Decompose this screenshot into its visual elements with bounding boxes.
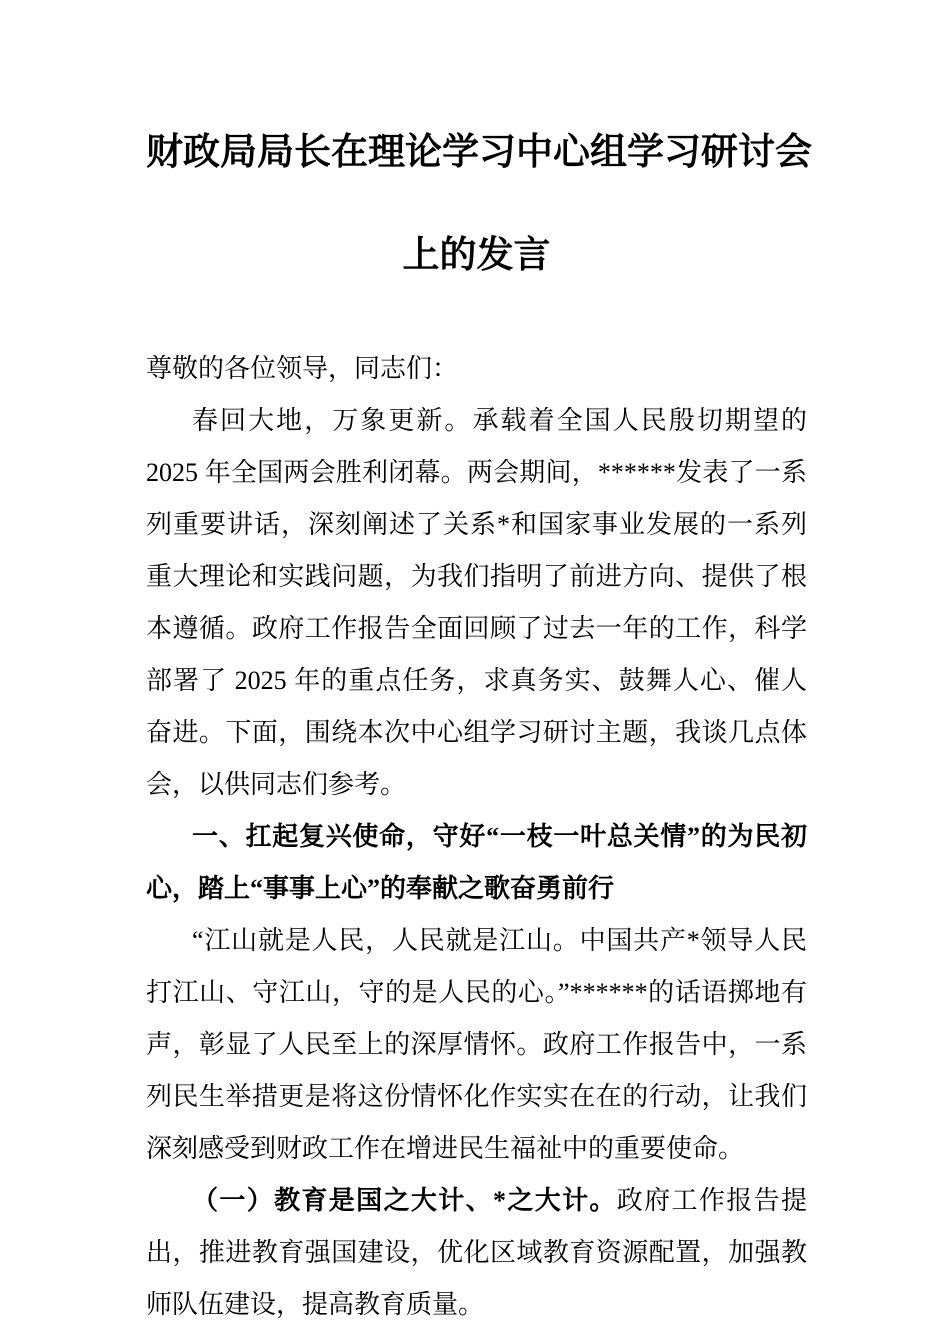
paragraph-education-body-text: 政府工作报告提出，推进教育强国建设，优化区域教育资源配置，加强教师队伍建设，提高教育质量。 (146, 1186, 807, 1319)
document-title-line-2: 上的发言 (402, 234, 551, 275)
section-heading-1: 一、扛起复兴使命，守好“一枝一叶总关情”的为民初心，踏上“事事上心”的奉献之歌奋勇前行 (146, 822, 807, 903)
paragraph-people-first: “江山就是人民，人民就是江山。中国共产*领导人民打江山、守江山，守的是人民的心。”******的话语掷地有声，彰显了人民至上的深厚情怀。政府工作报告中，一系列民生举措更是将这份情怀化作实实在在的行动，让我们深刻感受到财政工作在增进民生福祉中的重要使命。 (146, 926, 807, 1163)
paragraph-opening: 春回大地，万象更新。承载着全国人民殷切期望的 2025 年全国两会胜利闭幕。两会期间，******发表了一系列重要讲话，深刻阐述了关系*和国家事业发展的一系列重大理论和实践问题，为我们指明了前进方向、提供了根本遵循。政府工作报告全面回顾了过去一年的工作，科学部署了 2025 年的重点任务，求真务实、鼓舞人心、催人奋进。下面，围绕本次中心组学习研讨主题，我谈几点体会，以供同志们参考。 (146, 406, 807, 799)
document-title (146, 100, 812, 306)
document-body (146, 343, 807, 1331)
paragraph-education (146, 1175, 807, 1331)
document-title-line-1: 财政局局长在理论学习中心组学习研讨会 (146, 131, 812, 172)
paragraph-education-bold-lead: （一）教育是国之大计、*之大计。 (192, 1186, 617, 1215)
salutation-line: 尊敬的各位领导，同志们： (146, 354, 459, 383)
